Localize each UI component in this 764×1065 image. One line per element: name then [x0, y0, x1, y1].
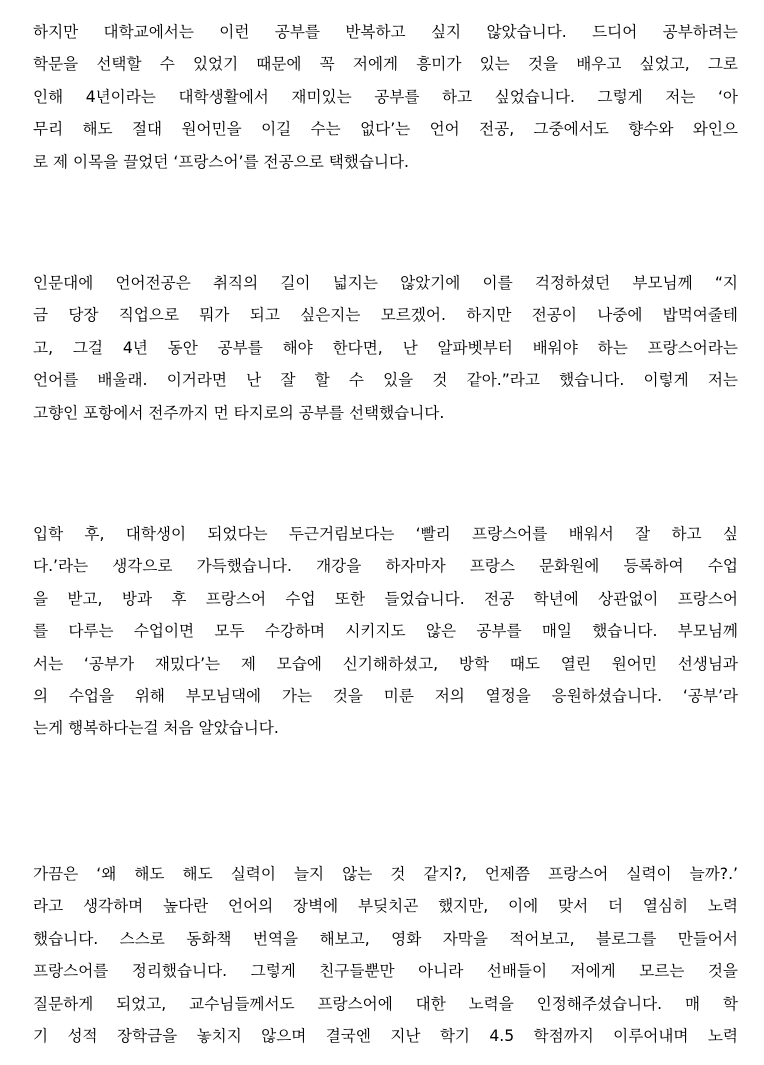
text-line: 를 다루는 수업이면 모두 수강하며 시키지도 않은 공부를 매일 했습니다. 부모님께: [33, 622, 738, 641]
text-line: 는게 행복하다는걸 처음 알았습니다.: [33, 719, 279, 738]
text-line: 다.’라는 생각으로 가득했습니다. 개강을 하자마자 프랑스 문화원에 등록하여 수업: [33, 557, 738, 576]
text-line: 금 당장 직업으로 뭐가 되고 싶은지는 모르겠어. 하지만 전공이 나중에 밥먹여줄테: [33, 306, 738, 325]
text-line: 기 성적 장학금을 놓치지 않으며 결국엔 지난 학기 4.5 학점까지 이루어내며 노력: [33, 1026, 738, 1045]
text-line: 프랑스어를 정리했습니다. 그렇게 친구들뿐만 아니라 선배들이 저에게 모르는 것을: [33, 962, 738, 981]
text-line: 하지만 대학교에서는 이런 공부를 반복하고 싶지 않았습니다. 드디어 공부하려는: [33, 23, 738, 41]
text-line: 인해 4년이라는 대학생활에서 재미있는 공부를 하고 싶었습니다. 그렇게 저는 ‘아: [33, 87, 738, 106]
text-line: 질문하게 되었고, 교수님들께서도 프랑스어에 대한 노력을 인정해주셨습니다. 매 학: [33, 994, 738, 1013]
paragraph-4: [33, 858, 738, 1052]
text-line: 로 제 이목을 끌었던 ‘프랑스어’를 전공으로 택했습니다.: [33, 152, 410, 171]
text-line: 학문을 선택할 수 있었기 때문에 꼭 저에게 흥미가 있는 것을 배우고 싶었고, 그로: [33, 55, 738, 74]
text-line: 라고 생각하며 높다란 언어의 장벽에 부딪치곤 했지만, 이에 맞서 더 열심히 노력: [33, 897, 738, 916]
text-line: 을 받고, 방과 후 프랑스어 수업 또한 들었습니다. 전공 학년에 상관없이 프랑스어: [33, 589, 738, 608]
text-line: 무리 해도 절대 원어민을 이길 수는 없다’는 언어 전공, 그중에서도 향수와 와인으: [33, 120, 738, 139]
text-line: 했습니다. 스스로 동화책 번역을 해보고, 영화 자막을 적어보고, 블로그를 만들어서: [33, 929, 738, 948]
paragraph-3: [33, 518, 738, 745]
text-line: 언어를 배울래. 이거라면 난 잘 할 수 있을 것 같아.”라고 했습니다. 이렇게 저는: [33, 371, 738, 390]
paragraph-1: [33, 16, 738, 178]
text-line: 고향인 포항에서 전주까지 먼 타지로의 공부를 선택했습니다.: [33, 403, 445, 422]
paragraph-2: [33, 267, 738, 429]
text-line: 가끔은 ‘왜 해도 해도 실력이 늘지 않는 것 같지?, 언제쯤 프랑스어 실력이 늘까?.’: [33, 865, 738, 883]
text-line: 입학 후, 대학생이 되었다는 두근거림보다는 ‘빨리 프랑스어를 배워서 잘 하고 싶: [33, 525, 738, 543]
text-line: 의 수업을 위해 부모님댁에 가는 것을 미룬 저의 열정을 응원하셨습니다. ‘공부’라: [33, 686, 738, 705]
text-line: 인문대에 언어전공은 취직의 길이 넓지는 않았기에 이를 걱정하셨던 부모님께 “지: [33, 274, 738, 292]
text-line: 고, 그걸 4년 동안 공부를 해야 한다면, 난 알파벳부터 배워야 하는 프랑스어라는: [33, 338, 738, 357]
text-line: 서는 ‘공부가 재밌다’는 제 모습에 신기해하셨고, 방학 때도 열린 원어민 선생님과: [33, 654, 738, 673]
